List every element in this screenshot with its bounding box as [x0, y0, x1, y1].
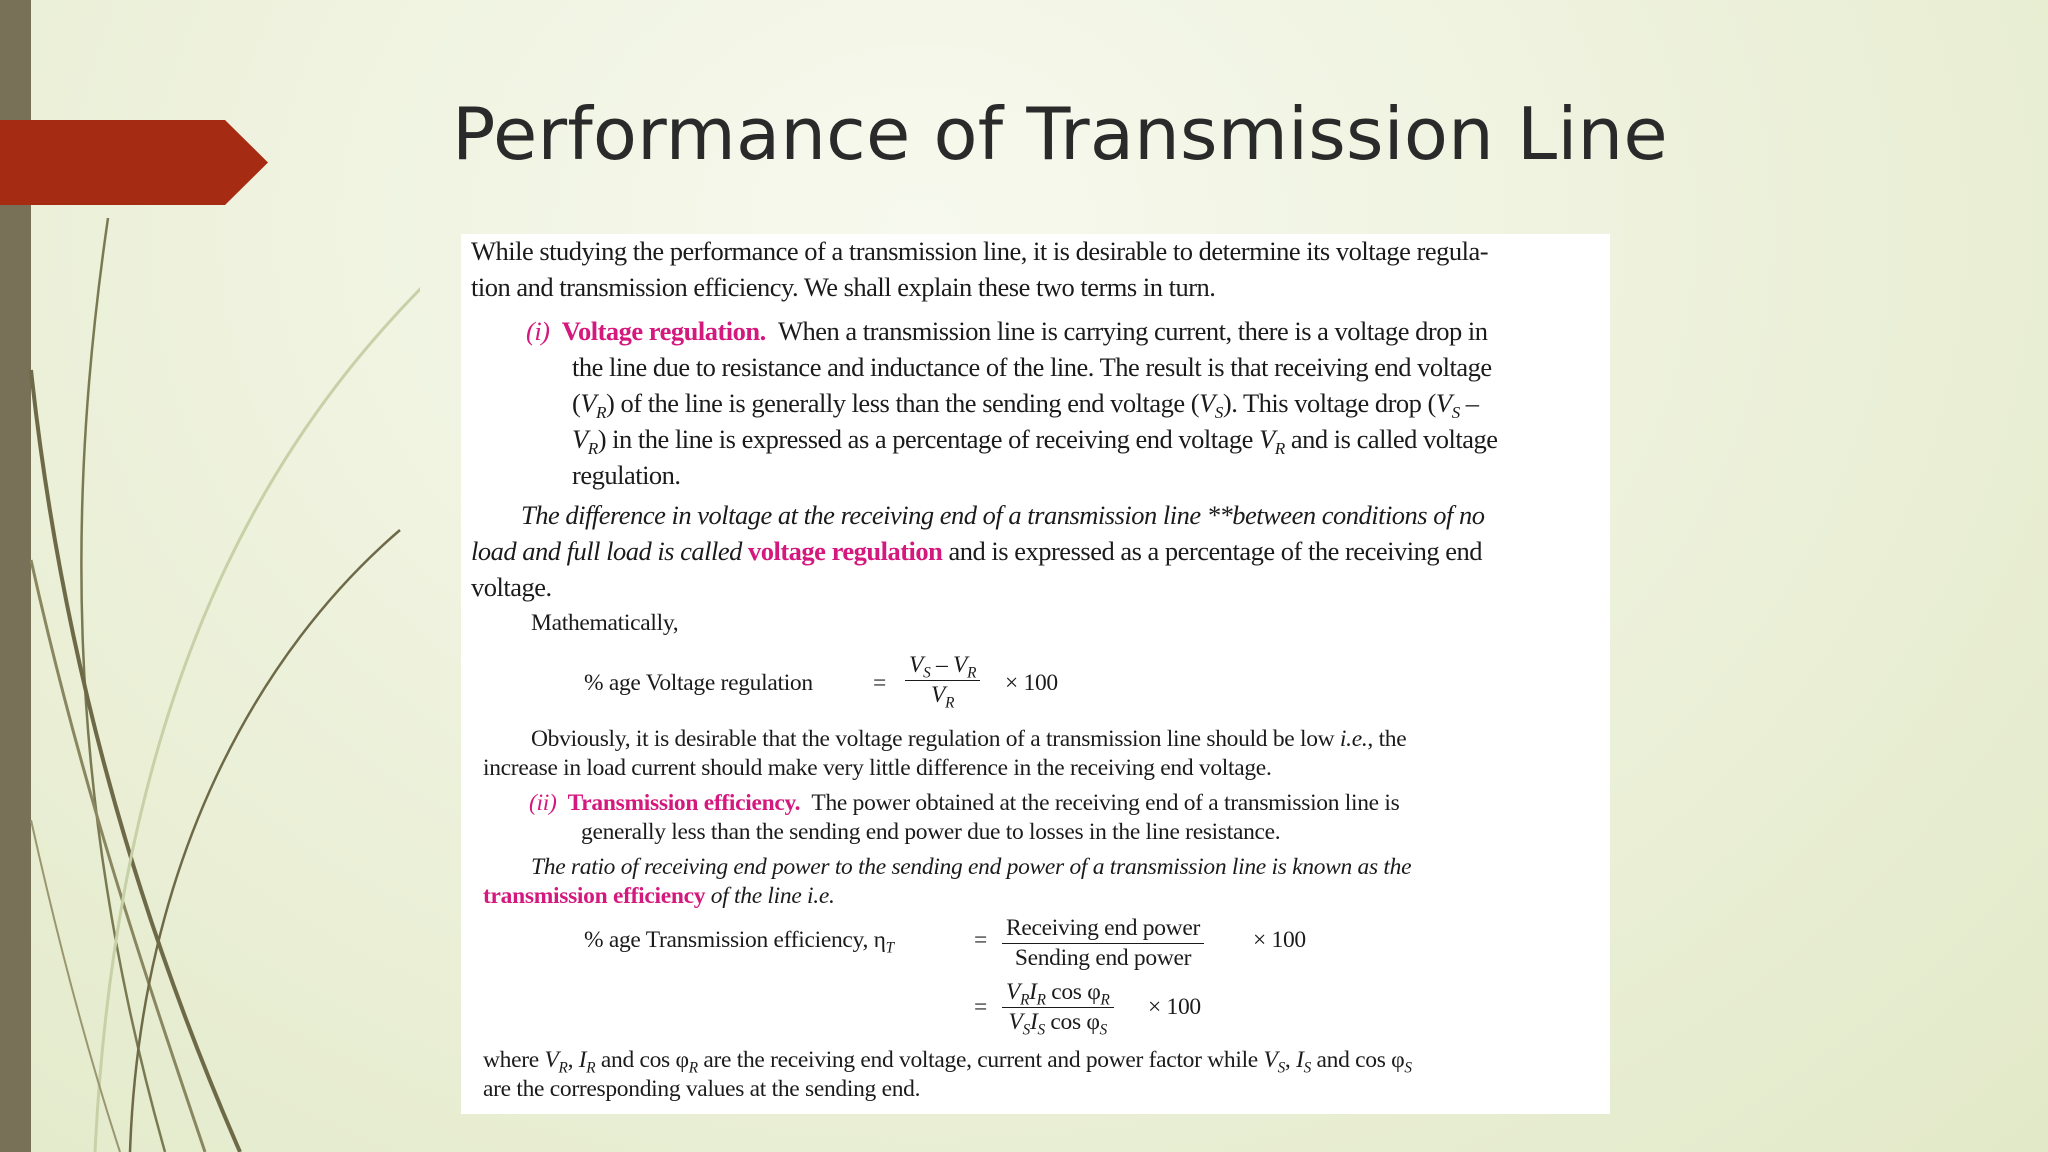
- eq1-equals: =: [873, 670, 886, 696]
- obviously-line-2: increase in load current should make very little difference in the receiving end voltage.: [483, 755, 1272, 781]
- eq2-equals: =: [974, 927, 987, 953]
- voltage-regulation-item-line-4: $V_R$) in the line is expressed as a percentage of receiving end voltage $V_R$ and is called voltage: [572, 424, 1498, 459]
- voltage-regulation-item-line-5: regulation.: [572, 460, 681, 490]
- definition-1-line-2: load and full load is called voltage regulation and is expressed as a percentage of the receiving end: [471, 536, 1482, 566]
- voltage-regulation-item-line-1: (i) Voltage regulation. When a transmission line is carrying current, there is a voltage drop in: [526, 316, 1488, 346]
- eq1-multiplier: × 100: [1005, 670, 1058, 696]
- eq2-lhs: % age Transmission efficiency, $\eta_T$: [584, 927, 894, 957]
- eq1-lhs: % age Voltage regulation: [584, 670, 813, 696]
- where-line-1: where $V_R$, $I_R$ and $\cos \varphi_R$ are the receiving end voltage, current and power factor while $V_S$, $I_S$ and $\cos \varphi_S$: [483, 1047, 1412, 1077]
- eq3-multiplier: × 100: [1148, 994, 1201, 1020]
- definition-1-line-3: voltage.: [471, 572, 552, 602]
- mathematically-label: Mathematically,: [531, 610, 679, 636]
- eq2-fraction: Receiving end power Sending end power: [1002, 915, 1204, 972]
- transmission-efficiency-term: transmission efficiency: [483, 883, 706, 909]
- eq3-equals: =: [974, 994, 987, 1020]
- eq2-multiplier: × 100: [1253, 927, 1306, 953]
- definition-1-line-1: The difference in voltage at the receiving end of a transmission line **between conditions of no: [521, 500, 1485, 530]
- title-arrow-marker: [0, 120, 268, 205]
- item-marker-ii: (ii): [529, 790, 557, 816]
- where-line-2: are the corresponding values at the sending end.: [483, 1076, 921, 1102]
- transmission-efficiency-heading: Transmission efficiency.: [567, 790, 801, 816]
- intro-line-1: While studying the performance of a transmission line, it is desirable to determine its voltage regula-: [471, 236, 1489, 266]
- definition-2-line-1: The ratio of receiving end power to the sending end power of a transmission line is known as the: [531, 854, 1412, 880]
- eq1-fraction: $\frac{V_S - V_R}{V_R}$: [905, 652, 980, 709]
- voltage-regulation-item-line-2: the line due to resistance and inductance of the line. The result is that receiving end voltage: [572, 352, 1492, 382]
- item-marker-i: (i): [526, 316, 550, 346]
- textbook-excerpt: [461, 234, 1610, 1114]
- eq3-fraction: $V_RI_R$ $\cos \varphi_R$ $V_SI_S$ $\cos \varphi_S$: [1002, 979, 1114, 1036]
- voltage-regulation-heading: Voltage regulation.: [561, 316, 766, 346]
- voltage-regulation-item-line-3: $(V_R)$ of the line is generally less than the sending end voltage $(V_S)$. This voltage drop ($V_S$ –: [572, 388, 1479, 423]
- voltage-regulation-term: voltage regulation: [748, 536, 943, 566]
- definition-2-line-2: transmission efficiency of the line i.e.: [483, 883, 835, 909]
- transmission-efficiency-item-line-2: generally less than the sending end power due to losses in the line resistance.: [581, 819, 1281, 845]
- transmission-efficiency-item-line-1: (ii) Transmission efficiency. The power obtained at the receiving end of a transmission line is: [529, 790, 1400, 816]
- slide-title: Performance of Transmission Line: [452, 92, 1668, 176]
- obviously-line-1: Obviously, it is desirable that the voltage regulation of a transmission line should be low i.e., the: [531, 726, 1407, 752]
- intro-line-2: tion and transmission efficiency. We shall explain these two terms in turn.: [471, 272, 1216, 302]
